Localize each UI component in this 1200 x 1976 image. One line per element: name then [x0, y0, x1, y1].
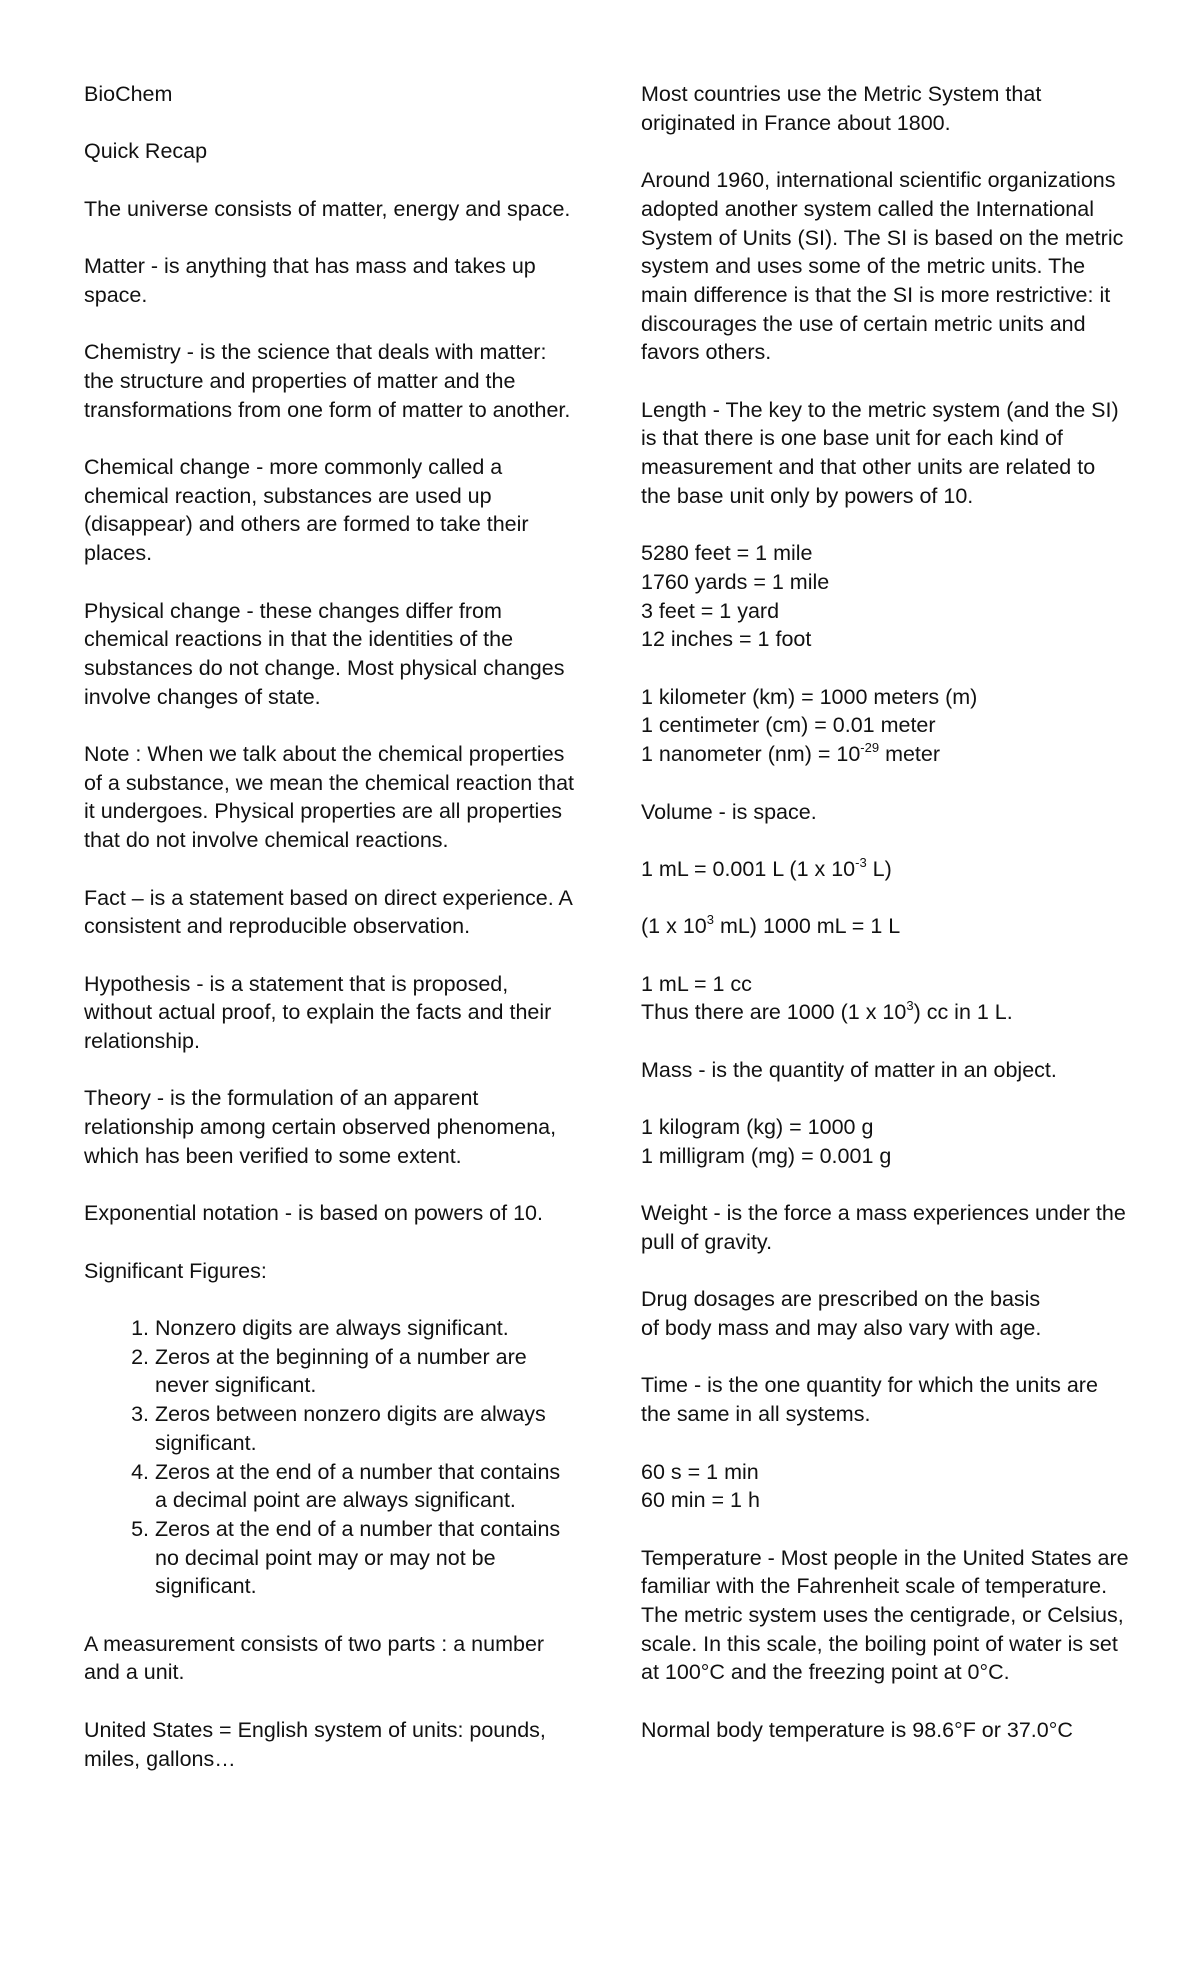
liter-text: (1 x 10	[641, 914, 707, 939]
metric-paragraph: Most countries use the Metric System that originated in France about 1800.	[641, 82, 1042, 135]
nm-unit: meter	[879, 742, 941, 767]
theory-paragraph: Theory - is the formulation of an apparent relationship among certain observed phenomena, which has been verified to some extent.	[84, 1086, 557, 1168]
conversion-line: 3 feet = 1 yard	[641, 598, 780, 623]
time-conversions	[641, 1458, 1131, 1515]
universe-paragraph: The universe consists of matter, energy and space.	[84, 196, 571, 221]
list-item: 2. Zeros at the beginning of a number are never significant.	[155, 1343, 574, 1400]
nm-line	[641, 740, 1131, 769]
list-item: 4. Zeros at the end of a number that contains a decimal point are always significant.	[155, 1458, 574, 1515]
exponential-paragraph: Exponential notation - is based on powers of 10.	[84, 1201, 543, 1226]
nm-exponent: -29	[860, 739, 880, 755]
cc-line: 1 mL = 1 cc	[641, 971, 752, 996]
volume-paragraph: Volume - is space.	[641, 799, 817, 824]
fact-paragraph: Fact – is a statement based on direct experience. A consistent and reproducible observation.	[84, 885, 572, 939]
km-line: 1 kilometer (km) = 1000 meters (m)	[641, 684, 978, 709]
drug-paragraph	[641, 1285, 1131, 1342]
liter-unit: mL) 1000 mL = 1 L	[713, 914, 901, 939]
conversion-line: 12 inches = 1 foot	[641, 627, 812, 652]
english-lengths	[641, 539, 1131, 654]
liter-exponent: 3	[706, 912, 714, 928]
physical-change-paragraph: Physical change - these changes differ from chemical reactions in that the identities of the substances do not change. Most physical changes involve changes of state.	[84, 598, 565, 709]
conversion-line: 5280 feet = 1 mile	[641, 541, 813, 566]
mass-conversions	[641, 1113, 1131, 1170]
drug-line: Drug dosages are prescribed on the basis	[641, 1287, 1041, 1312]
cc-unit: ) cc in 1 L.	[913, 1000, 1013, 1025]
ml-line	[641, 855, 1131, 884]
chemical-change-paragraph: Chemical change - more commonly called a chemical reaction, substances are used up (disappear) and others are formed to take their places.	[84, 455, 529, 566]
minutes-line: 60 min = 1 h	[641, 1488, 760, 1513]
sig-fig-heading: Significant Figures:	[84, 1258, 267, 1283]
sig-fig-list	[84, 1314, 574, 1601]
list-item: 3. Zeros between nonzero digits are always significant.	[155, 1400, 574, 1457]
metric-lengths	[641, 683, 1131, 769]
list-item: 5. Zeros at the end of a number that contains no decimal point may or may not be significant.	[155, 1515, 574, 1601]
mass-paragraph: Mass - is the quantity of matter in an object.	[641, 1057, 1057, 1082]
us-units-paragraph: United States = English system of units: pounds, miles, gallons…	[84, 1717, 546, 1771]
document-title: BioChem	[84, 82, 173, 106]
liter-line	[641, 912, 1131, 941]
seconds-line: 60 s = 1 min	[641, 1459, 759, 1484]
ml-exponent: -3	[855, 854, 867, 870]
time-paragraph: Time - is the one quantity for which the units are the same in all systems.	[641, 1373, 1098, 1427]
cc-block	[641, 970, 1131, 1027]
nm-text: 1 nanometer (nm) = 10	[641, 742, 861, 767]
length-paragraph: Length - The key to the metric system (and the SI) is that there is one base unit for each kind of measurement and that other units are related to the base unit only by powers of 10.	[641, 397, 1119, 508]
document-subtitle: Quick Recap	[84, 139, 208, 164]
drug-line: of body mass and may also vary with age.	[641, 1316, 1042, 1341]
body-temperature-paragraph: Normal body temperature is 98.6°F or 37.0°C	[641, 1717, 1073, 1742]
ml-text: 1 mL = 0.001 L (1 x 10	[641, 856, 856, 881]
list-item: 1. Nonzero digits are always significant.	[155, 1314, 574, 1343]
kg-line: 1 kilogram (kg) = 1000 g	[641, 1115, 874, 1140]
right-column	[641, 80, 1131, 1773]
matter-paragraph: Matter - is anything that has mass and takes up space.	[84, 254, 536, 307]
hypothesis-paragraph: Hypothesis - is a statement that is proposed, without actual proof, to explain the facts and their relationship.	[84, 971, 552, 1054]
cm-line: 1 centimeter (cm) = 0.01 meter	[641, 713, 936, 738]
cc-per-liter-line	[641, 998, 1131, 1027]
cc-exponent: 3	[906, 998, 914, 1014]
left-column	[84, 80, 574, 1802]
si-paragraph: Around 1960, international scientific organizations adopted another system called the International System of Units (SI). The SI is based on the metric system and uses some of the metric units. The main difference is that the SI is more restrictive: it discourages the use of certain metric units and favors others.	[641, 168, 1124, 365]
weight-paragraph: Weight - is the force a mass experiences under the pull of gravity.	[641, 1201, 1126, 1254]
cc-text: Thus there are 1000 (1 x 10	[641, 1000, 907, 1025]
conversion-line: 1760 yards = 1 mile	[641, 569, 830, 594]
note-paragraph: Note : When we talk about the chemical properties of a substance, we mean the chemical reaction that it undergoes. Physical properties are all properties that do not involve chemical reactions.	[84, 742, 574, 853]
measurement-paragraph: A measurement consists of two parts : a number and a unit.	[84, 1631, 545, 1685]
temperature-paragraph: Temperature - Most people in the United States are familiar with the Fahrenheit scale of temperature. The metric system uses the centigrade, or Celsius, scale. In this scale, the boiling point of water is set at 100°C and the freezing point at 0°C.	[641, 1545, 1129, 1685]
mg-line: 1 milligram (mg) = 0.001 g	[641, 1143, 892, 1168]
ml-unit: L)	[866, 856, 892, 881]
chemistry-paragraph: Chemistry - is the science that deals with matter: the structure and properties of matter and the transformations from one form of matter to another.	[84, 340, 571, 422]
